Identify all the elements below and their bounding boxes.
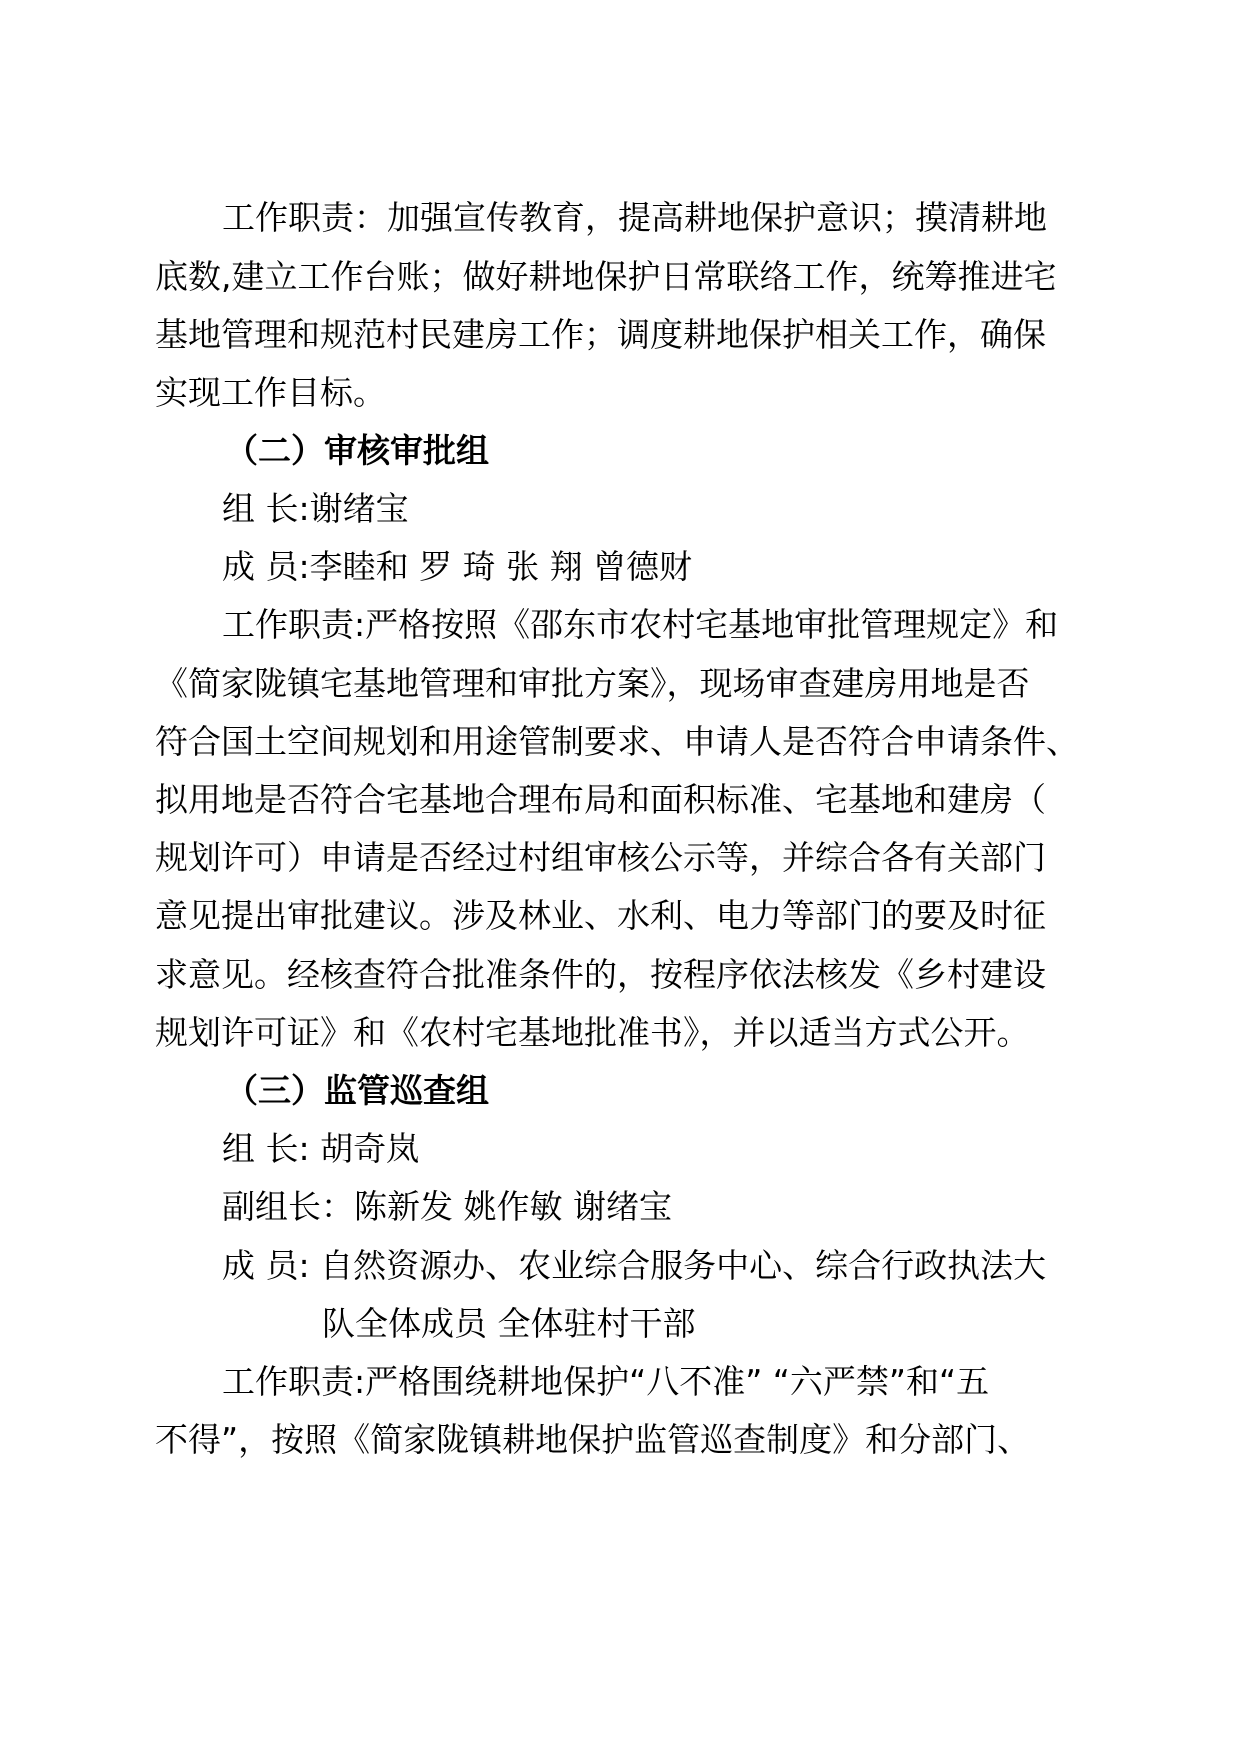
paragraph-duties-2-line-1: 工作职责:严格按照《邵东市农村宅基地审批管理规定》和: [222, 605, 1059, 644]
paragraph-duties-3-line-1: 工作职责:严格围绕耕地保护“八不准” “六严禁”和“五: [222, 1362, 990, 1401]
paragraph-duties-2-line-3: 符合国土空间规划和用途管制要求、申请人是否符合申请条件、: [155, 722, 1079, 761]
group-members-line: 成 员: 自然资源办、农业综合服务中心、综合行政执法大: [222, 1246, 1047, 1285]
deputy-leaders-line: 副组长：陈新发 姚作敏 谢绪宝: [222, 1187, 672, 1226]
paragraph-duties-3-line-2: 不得”，按照《简家陇镇耕地保护监管巡查制度》和分部门、: [155, 1420, 1031, 1459]
paragraph-duties-2-line-5: 规划许可）申请是否经过村组审核公示等，并综合各有关部门: [155, 838, 1046, 877]
paragraph-duties-2-line-4: 拟用地是否符合宅基地合理布局和面积标准、宅基地和建房（: [155, 780, 1046, 819]
group-members-line-continued: 队全体成员 全体驻村干部: [322, 1304, 696, 1343]
group-members-line: 成 员:李睦和 罗 琦 张 翔 曾德财: [222, 547, 693, 586]
section-heading-inspection-group: （三）监管巡查组: [225, 1071, 489, 1110]
paragraph-duties-1-line-4: 实现工作目标。: [155, 373, 386, 412]
paragraph-duties-1-line-1: 工作职责：加强宣传教育，提高耕地保护意识；摸清耕地: [222, 198, 1047, 237]
paragraph-duties-1-line-2: 底数,建立工作台账；做好耕地保护日常联络工作，统筹推进宅: [155, 257, 1057, 296]
paragraph-duties-2-line-7: 求意见。经核查符合批准条件的，按程序依法核发《乡村建设: [155, 955, 1046, 994]
paragraph-duties-2-line-6: 意见提出审批建议。涉及林业、水利、电力等部门的要及时征: [155, 896, 1046, 935]
paragraph-duties-2-line-2: 《简家陇镇宅基地管理和审批方案》，现场审查建房用地是否: [155, 664, 1030, 703]
paragraph-duties-1-line-3: 基地管理和规范村民建房工作；调度耕地保护相关工作，确保: [155, 315, 1046, 354]
group-leader-line: 组 长:谢绪宝: [222, 489, 409, 528]
group-leader-line: 组 长: 胡奇岚: [222, 1129, 420, 1168]
section-heading-review-group: （二）审核审批组: [225, 431, 489, 470]
paragraph-duties-2-line-8: 规划许可证》和《农村宅基地批准书》，并以适当方式公开。: [155, 1013, 1030, 1052]
